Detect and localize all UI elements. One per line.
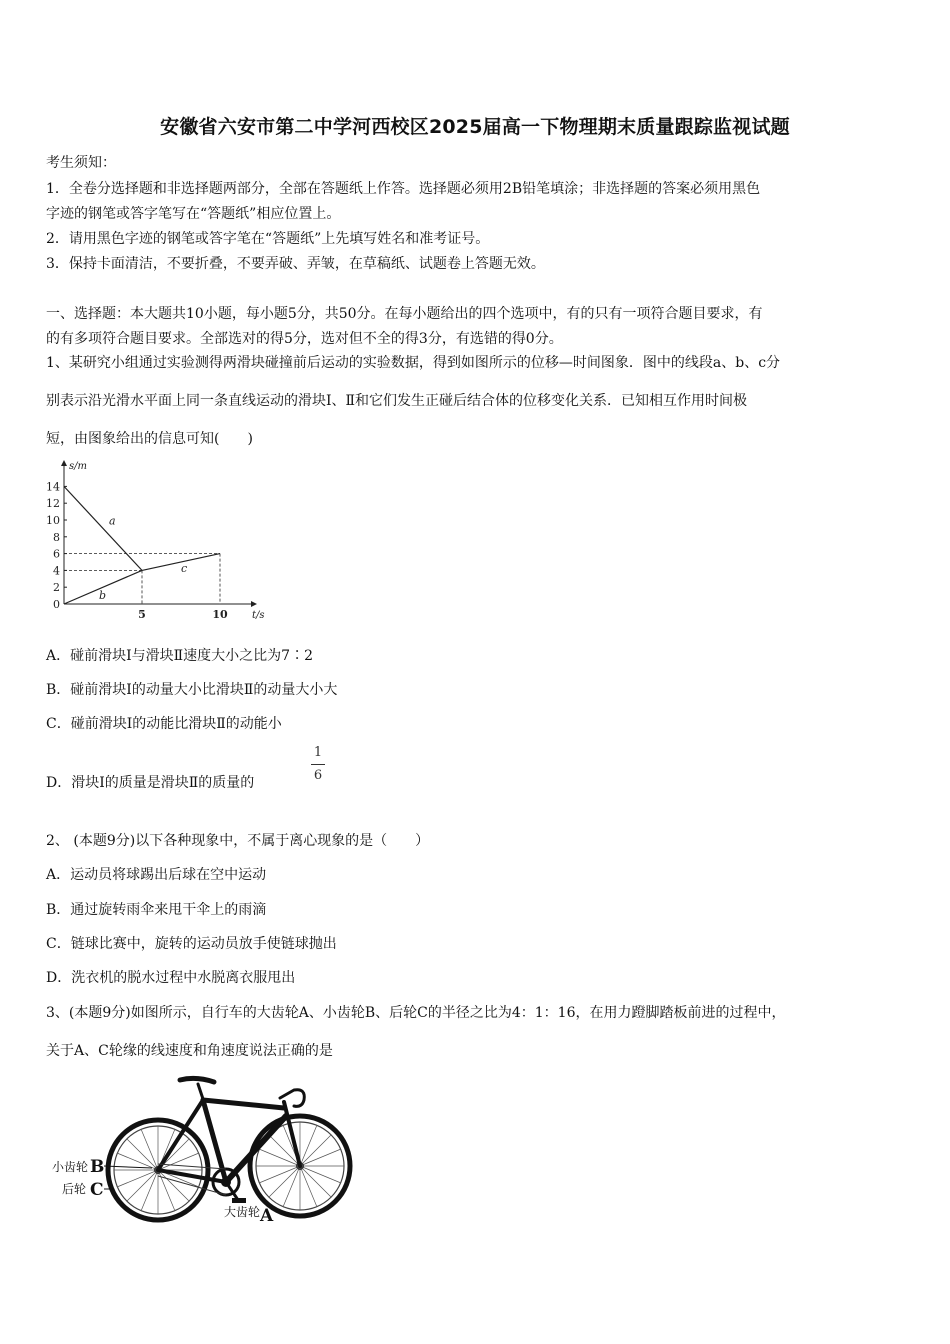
small-gear-label: 小齿轮: [52, 1160, 89, 1174]
series-label-a: a: [109, 514, 116, 528]
y-axis-label: s/m: [69, 461, 87, 472]
x-axis-label: t/s: [252, 610, 265, 621]
fraction-denominator: 6: [313, 768, 323, 783]
q1-option-c: C．碰前滑块Ⅰ的动能比滑块Ⅱ的动能小: [46, 716, 282, 732]
series-label-c: c: [181, 562, 188, 575]
series-label-b: b: [99, 589, 107, 603]
exam-title: 安徽省六安市第二中学河西校区2025届高一下物理期末质量跟踪监视试题: [160, 116, 790, 138]
fraction-numerator: 1: [313, 745, 323, 760]
x-tick-label: 5: [138, 608, 146, 621]
notice-line: 字迹的钢笔或答字笔写在“答题纸”相应位置上。: [46, 206, 341, 222]
q3-stem: 关于A、C轮缘的线速度和角速度说法正确的是: [46, 1043, 333, 1059]
notice-line: 1．全卷分选择题和非选择题两部分，全部在答题纸上作答。选择题必须用2B铅笔填涂；非选择题的答案必须用黑色: [46, 181, 761, 197]
y-tick-label: 10: [46, 514, 60, 527]
small-gear-pointer: [104, 1166, 152, 1168]
fraction-one-sixth: [309, 744, 327, 785]
fraction-bar: [311, 764, 325, 765]
notice-line: 2．请用黑色字迹的钢笔或答字笔在“答题纸”上先填写姓名和准考证号。: [46, 231, 490, 247]
q2-option-d: D．洗衣机的脱水过程中水脱离衣服甩出: [46, 970, 296, 986]
y-tick-label: 14: [46, 480, 60, 494]
series-line-a: [64, 486, 142, 570]
big-gear-letter: A: [260, 1206, 274, 1226]
section-intro: 一、选择题：本大题共10小题，每小题5分，共50分。在每小题给出的四个选项中，有的只有一项符合题目要求，有: [46, 306, 763, 322]
q2-stem: 2、 (本题9分)以下各种现象中，不属于离心现象的是（ ）: [46, 833, 430, 849]
q1-stem: 1、某研究小组通过实验测得两滑块碰撞前后运动的实验数据，得到如图所示的位移—时间图象．图中的线段a、b、c分: [46, 355, 781, 371]
rear-wheel-label: 后轮: [62, 1182, 87, 1196]
x-tick-label: 10: [212, 608, 228, 621]
notice-line: 3．保持卡面清洁，不要折叠，不要弄破、弄皱，在草稿纸、试题卷上答题无效。: [46, 256, 545, 272]
rear-wheel-letter: C: [90, 1180, 104, 1200]
notice-heading: 考生须知：: [46, 155, 116, 171]
y-tick-label: 2: [53, 581, 60, 595]
y-tick-label: 6: [53, 547, 60, 561]
q1-option-b: B．碰前滑块Ⅰ的动量大小比滑块Ⅱ的动量大小大: [46, 682, 338, 698]
graph-labels: [69, 461, 265, 621]
graph-axes: [64, 461, 256, 604]
big-gear-label: 大齿轮: [224, 1205, 261, 1219]
y-tick-label: 4: [53, 564, 60, 578]
q1-option-d: D．滑块Ⅰ的质量是滑块Ⅱ的质量的: [46, 775, 255, 791]
y-tick-label: 12: [46, 497, 60, 511]
bicycle-figure: [48, 1072, 358, 1230]
section-intro: 的有多项符合题目要求。全部选对的得5分，选对但不全的得3分，有选错的得0分。: [46, 331, 563, 347]
q2-option-c: C．链球比赛中，旋转的运动员放手使链球抛出: [46, 936, 337, 952]
q2-option-a: A．运动员将球踢出后球在空中运动: [46, 867, 267, 883]
y-tick-label: 0: [53, 598, 60, 611]
y-tick-label: 8: [53, 530, 60, 544]
q1-stem: 别表示沿光滑水平面上同一条直线运动的滑块Ⅰ、Ⅱ和它们发生正碰后结合体的位移变化关系．已知相互作用时间极: [46, 393, 748, 409]
graph-guides: [64, 554, 220, 604]
small-gear-letter: B: [90, 1157, 105, 1177]
q1-option-a: A．碰前滑块Ⅰ与滑块Ⅱ速度大小之比为7∶2: [46, 648, 313, 664]
bicycle-frame: [158, 1078, 304, 1182]
q2-option-b: B．通过旋转雨伞来甩干伞上的雨滴: [46, 902, 267, 918]
q3-stem: 3、(本题9分)如图所示，自行车的大齿轮A、小齿轮B、后轮C的半径之比为4：1：16，在用力蹬脚踏板前进的过程中，: [46, 1005, 786, 1021]
q1-st-graph: [40, 455, 280, 627]
q1-stem: 短，由图象给出的信息可知( ): [46, 431, 253, 447]
